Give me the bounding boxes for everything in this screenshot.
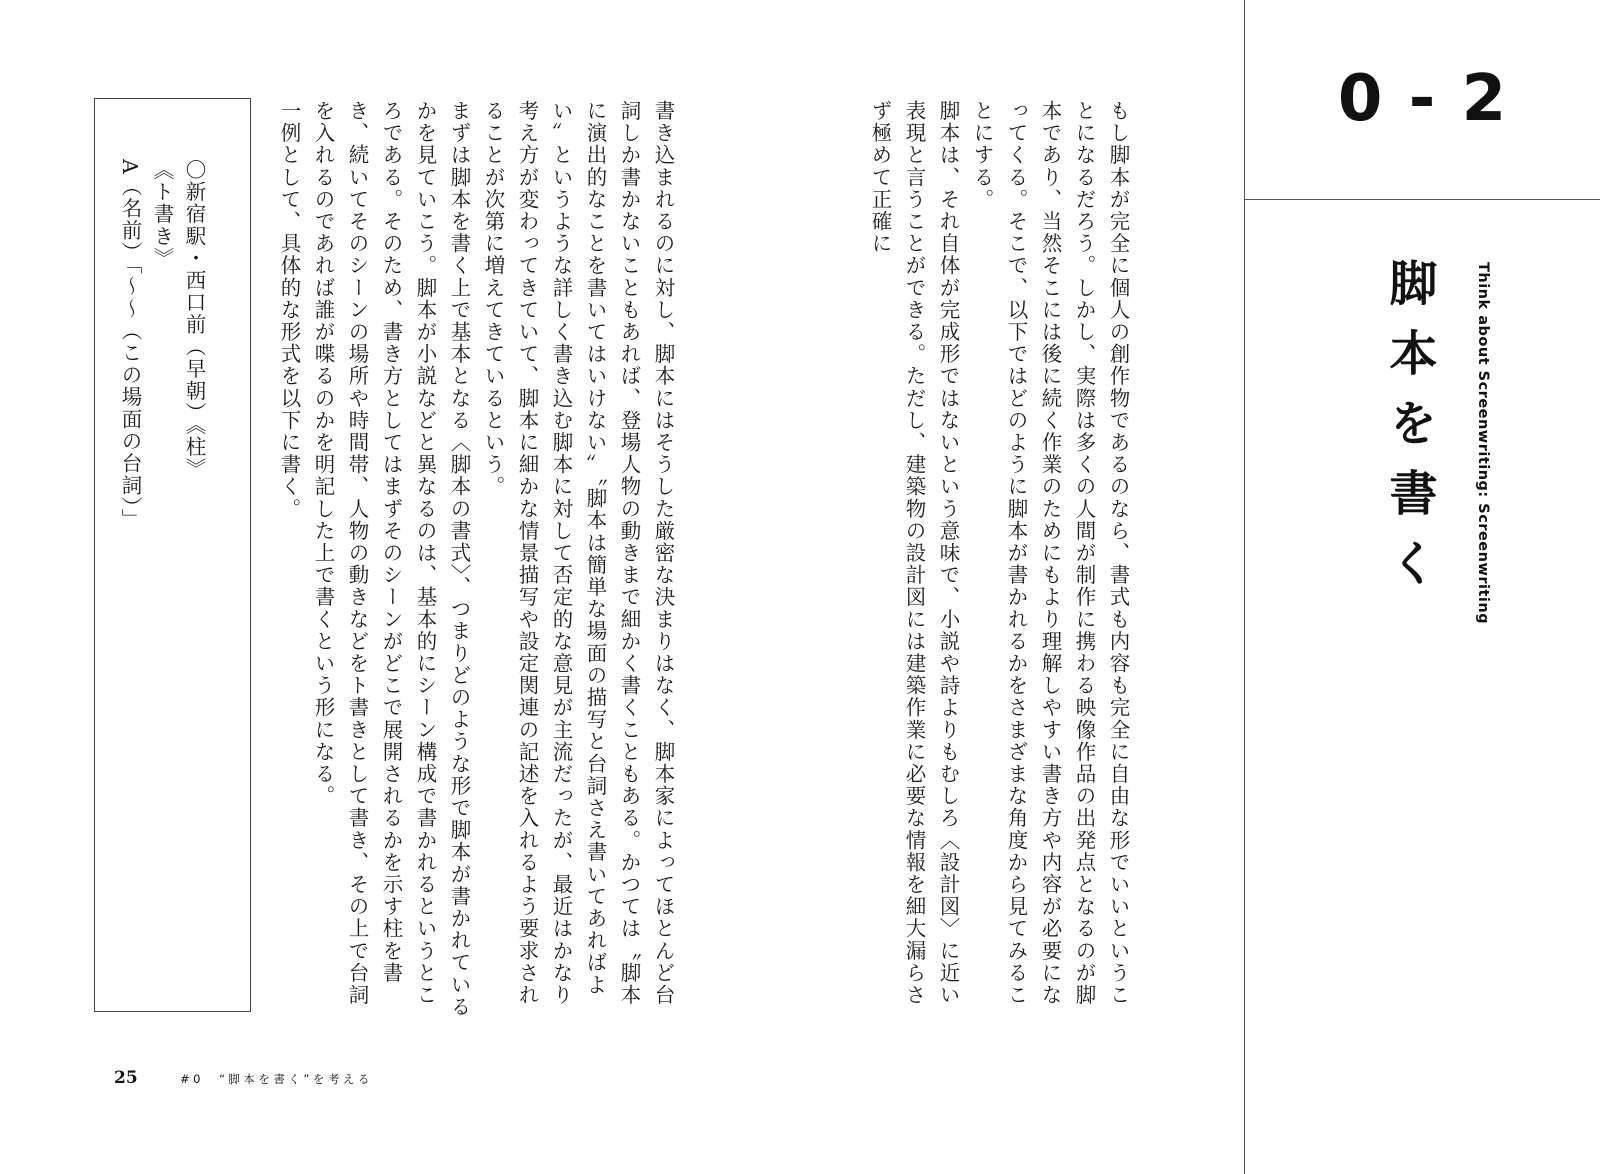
body-paragraph: 脚本は、それ自体が完成形ではないという意味で、小説や詩よりもむしろ〈設計図〉に近い表現と言うことができる。ただし、建築物の設計図には建築作業に必要な情報を細大漏らさず極めて正確に [868,100,960,1007]
format-line-stage-direction: 《ト書き》 [150,159,174,270]
chapter-heading-panel [1244,0,1600,1174]
format-line-heading: 〇新宿駅・西口前（早朝）《柱》 [182,159,206,481]
body-text-right [868,100,1135,1020]
chapter-subtitle: Think about Screenwriting: Screenwriting [1475,262,1491,625]
body-paragraph: 一例として、具体的な形式を以下に書く。 [277,100,301,520]
running-head: #0 “脚本を書く”を考える [180,1072,373,1086]
format-line-dialogue: A（名前）「〜〜（この場面の台詞）」 [118,159,142,531]
body-text-left [277,100,680,1020]
body-paragraph: もし脚本が完全に個人の創作物であるのなら、書式も内容も完全に自由な形でいいということになるだろう。しかし、実際は多くの人間が制作に携わる映像作品の出発点となるのが脚本であり、当然そこには後に続く作業のためにもより理解しやすい書き方や内容が必要になってくる。そこで、以下ではどのように脚本が書かれるかをさまざまな角度から見てみることにする。 [970,100,1130,1007]
body-paragraph: まずは脚本を書く上で基本となる〈脚本の書式〉、つまりどのような形で脚本が書かれているかを見ていこう。脚本が小説などと異なるのは、基本的にシーン構成で書かれるというところである。そのため、書き方としてはまずそのシーンがどこで展開されるかを示す柱を書き、続いてそのシーンの場所や時間帯、人物の動きなどをト書きとして書き、その上で台詞を入れるのであれば誰が喋るのかを明記した上で書くという形になる。 [311,100,471,1018]
chapter-number: 0 - 2 [1337,62,1509,136]
page-number: 25 [114,1068,138,1088]
chapter-divider [1245,199,1600,200]
script-format-example [114,159,210,979]
chapter-title: 脚本を書く [1381,258,1437,608]
script-format-example-box [94,98,251,1012]
body-paragraph: 書き込まれるのに対し、脚本にはそうした厳密な決まりはなく、脚本家によってほとんど台詞しか書かないこともあれば、登場人物の動きまで細かく書くこともある。かつては〝脚本に演出的なことを書いてはいけない〟〝脚本は簡単な場面の描写と台詞さえ書いてあればよい〟というような詳しく書き込む脚本に対して否定的な意見が主流だったが、最近はかなり考え方が変わってきていて、脚本に細かな情景描写や設定関連の記述を入れるよう要求されることが次第に増えてきているという。 [481,100,675,1007]
